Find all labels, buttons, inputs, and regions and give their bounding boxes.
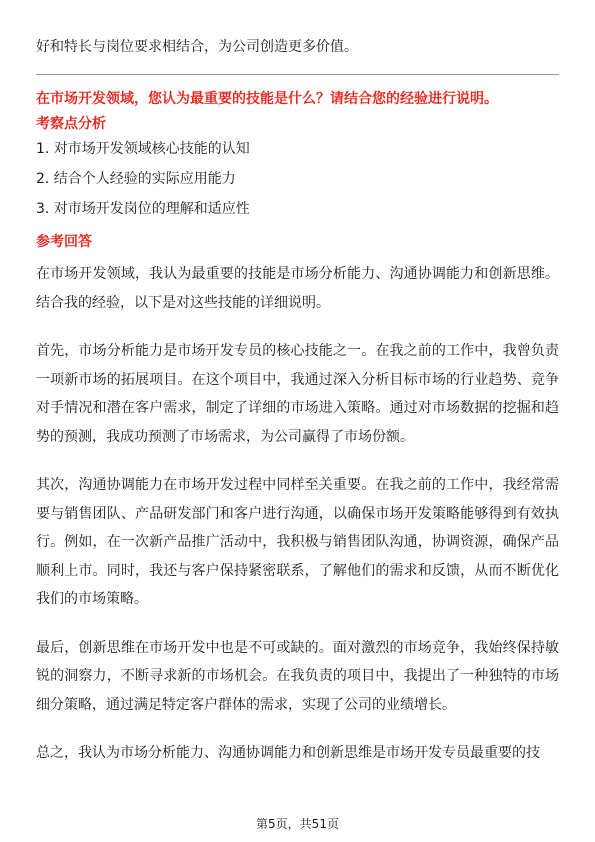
analysis-heading: 考察点分析 xyxy=(36,116,106,132)
answer-paragraph: 最后，创新思维在市场开发中也是不可或缺的。面对激烈的市场竞争，我始终保持敏锐的洞察力，不断寻求新的市场机会。在我负责的项目中，我提出了一种独特的市场细分策略，通过满足特定客户群体的需求，实现了公司的业绩增长。 xyxy=(36,639,559,713)
analysis-point: 2. 结合个人经验的实际应用能力 xyxy=(36,171,236,187)
lead-text: 好和特长与岗位要求相结合，为公司创造更多价值。 xyxy=(36,39,358,55)
analysis-points xyxy=(36,139,250,229)
answer-paragraph: 首先，市场分析能力是市场开发专员的核心技能之一。在我之前的工作中，我曾负责一项新市场的拓展项目。在这个项目中，我通过深入分析目标市场的行业趋势、竞争对手情况和潜在客户需求，制定了详细的市场进入策略。通过对市场数据的挖掘和趋势的预测，我成功预测了市场需求，为公司赢得了市场份额。 xyxy=(36,343,559,445)
answer-body xyxy=(36,260,559,788)
answer-paragraph: 在市场开发领域，我认为最重要的技能是市场分析能力、沟通协调能力和创新思维。结合我的经验，以下是对这些技能的详细说明。 xyxy=(36,266,559,311)
analysis-point: 1. 对市场开发领域核心技能的认知 xyxy=(36,141,250,157)
question-title: 在市场开发领域，您认为最重要的技能是什么？请结合您的经验进行说明。 xyxy=(36,91,498,107)
analysis-point: 3. 对市场开发岗位的理解和适应性 xyxy=(36,201,250,217)
answer-heading: 参考回答 xyxy=(36,234,92,250)
answer-paragraph: 总之，我认为市场分析能力、沟通协调能力和创新思维是市场开发专员最重要的技 xyxy=(36,745,540,761)
answer-paragraph: 其次，沟通协调能力在市场开发过程中同样至关重要。在我之前的工作中，我经常需要与销售团队、产品研发部门和客户进行沟通，以确保市场开发策略能够得到有效执行。例如，在一次新产品推广活动中，我积极与销售团队沟通，协调资源，确保产品顺利上市。同时，我还与客户保持紧密联系，了解他们的需求和反馈，从而不断优化我们的市场策略。 xyxy=(36,477,559,607)
divider xyxy=(36,74,559,75)
page-number: 第5页，共51页 xyxy=(256,817,339,831)
